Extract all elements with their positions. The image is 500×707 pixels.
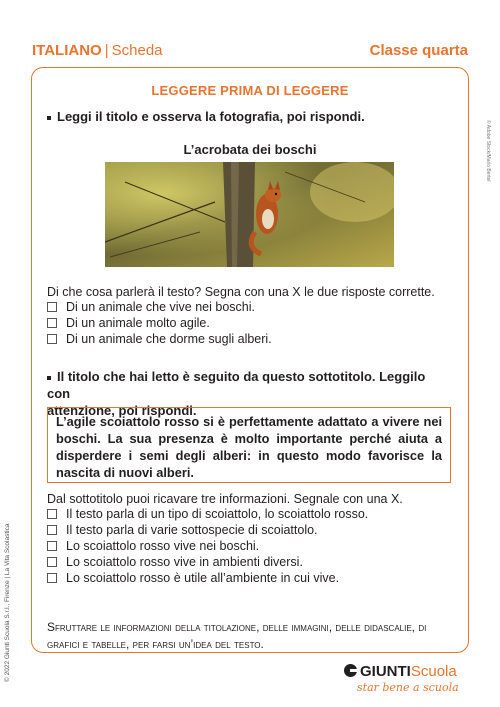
q2-option[interactable]: Lo scoiattolo rosso vive nei boschi. [47,539,259,553]
q2-option[interactable]: Lo scoiattolo rosso è utile all’ambiente in cui vive. [47,571,339,585]
q1-question: Di che cosa parlerà il testo? Segna con una X le due risposte corrette. [47,285,435,299]
q1-option[interactable]: Di un animale molto agile. [47,316,210,330]
q1-option[interactable]: Di un animale che dorme sugli alberi. [47,332,272,346]
page-title: LEGGERE PRIMA DI LEGGERE [151,83,349,98]
giunti-g-icon [344,664,357,677]
logo-tagline: star bene a scuola [357,681,459,694]
q1-option[interactable]: Di un animale che vive nei boschi. [47,300,255,314]
q2-option[interactable]: Il testo parla di varie sottospecie di scoiattolo. [47,523,318,537]
q1-instruction: Leggi il titolo e osserva la fotografia, poi rispondi. [47,109,365,124]
header [32,42,468,62]
checkbox[interactable] [47,509,57,519]
sheet-type-label: Scheda [111,42,163,59]
checkbox[interactable] [47,302,57,312]
checkbox[interactable] [47,525,57,535]
q2-question: Dal sottotitolo puoi ricavare tre informazioni. Segnale con una X. [47,492,403,506]
q2-instruction: Il titolo che hai letto è seguito da questo sottotitolo. Leggilo con attenzione, poi rispondi. [47,369,426,418]
footnote: Sfruttare le informazioni della titolazione, delle immagini, delle didascalie, di grafici e tabelle, per farsi un’idea del testo. [47,620,427,651]
checkbox[interactable] [47,557,57,567]
giunti-logo: GIUNTIScuola [344,663,457,680]
subtitle-box: L’agile scoiattolo rosso si è perfettamente adattato a vivere nei boschi. La sua presenza è molto importante perché aiuta a disperdere i semi degli alberi: in questo modo favorisce la nascita di nuovi alberi. [47,407,451,483]
checkbox[interactable] [47,541,57,551]
squirrel-photo [105,162,394,267]
q2-option[interactable]: Il testo parla di un tipo di scoiattolo, lo scoiattolo rosso. [47,507,368,521]
q2-option[interactable]: Lo scoiattolo rosso vive in ambienti diversi. [47,555,303,569]
checkbox[interactable] [47,318,57,328]
checkbox[interactable] [47,334,57,344]
subject-label: ITALIANO [32,42,102,59]
checkbox[interactable] [47,573,57,583]
copyright-note: © 2022 Giunti Scuola S.r.l., Firenze | La Vita Scolastica [4,523,11,682]
header-left: ITALIANO | Scheda [32,42,163,59]
photo-title: L’acrobata dei boschi [183,142,317,157]
photo-credit: © Adobe Stock/Mario Bertel [485,120,491,182]
class-label: Classe quarta [369,42,468,59]
